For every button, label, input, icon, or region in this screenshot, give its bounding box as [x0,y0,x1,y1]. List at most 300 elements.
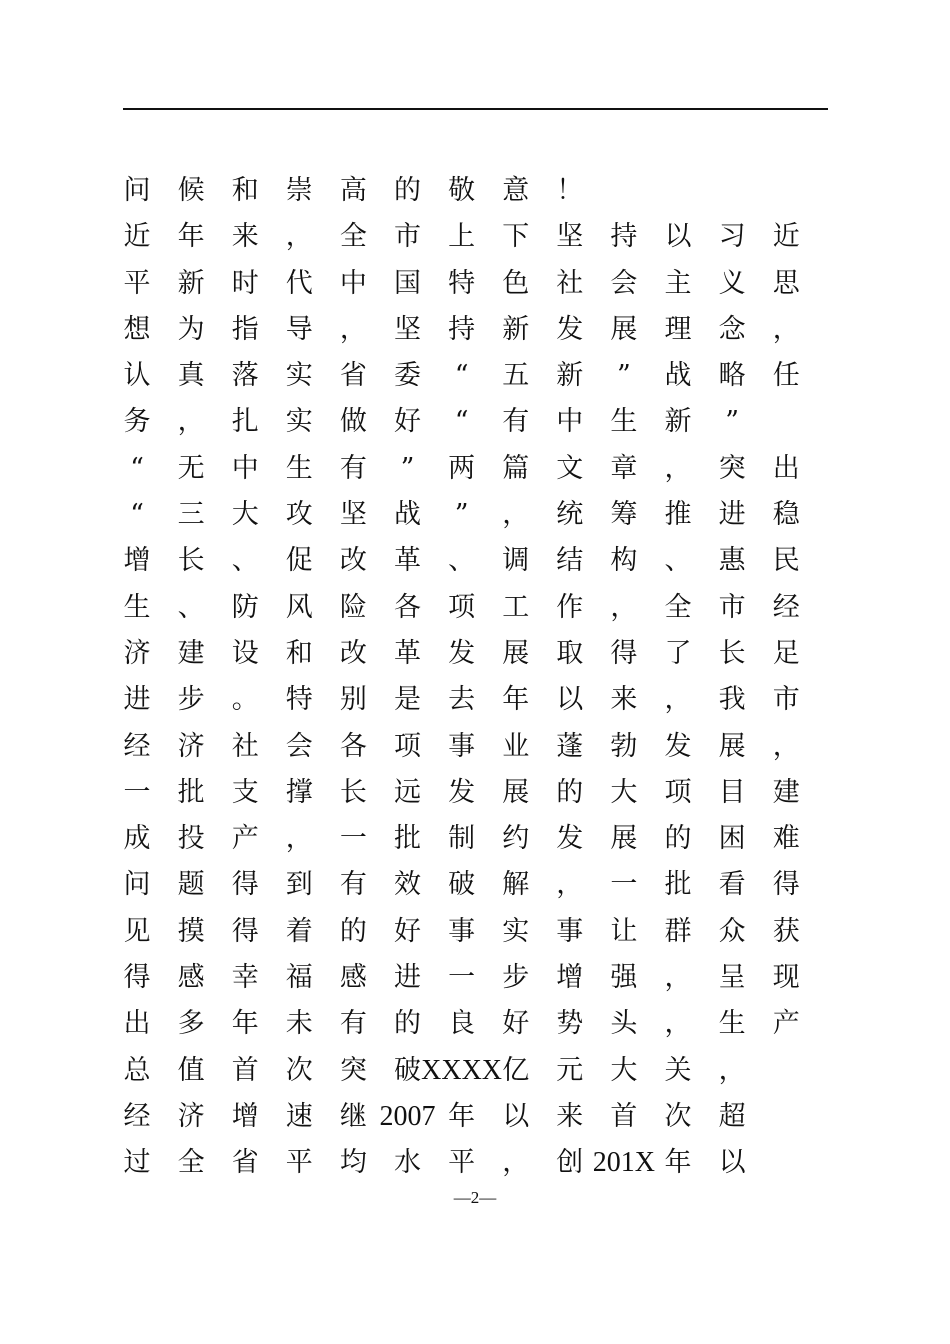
text-char: 生 [610,406,638,438]
text-char: 省 [231,1147,259,1179]
text-char: “ [130,452,144,484]
body-text [0,168,950,1187]
text-char: 、 [231,545,259,577]
text-char: 有 [339,1008,367,1040]
text-char: “ [454,360,469,392]
text-char: 敬 [448,175,476,206]
text-char: 国 [394,267,421,299]
text-char: 坚 [339,499,367,531]
text-char: 摸 [177,915,205,947]
text-char: 题 [177,869,205,901]
text-char: 业 [502,730,530,762]
text-char: 生 [285,452,313,484]
text-char: 经 [772,591,800,623]
text-line [0,770,950,816]
text-char: 、 [448,545,476,577]
text-char: 战 [394,499,421,531]
text-char: 产 [231,823,259,855]
text-char: 济 [177,730,205,762]
text-char: “ [130,499,144,531]
text-char: 看 [718,869,746,901]
text-char: 进 [123,684,151,716]
text-char: ， [664,452,692,484]
text-char: 统 [556,499,584,531]
text-char: 年 [177,221,205,253]
text-char: 认 [123,360,151,392]
text-char: 、 [177,591,205,623]
text-char: 产 [772,1008,800,1040]
text-char: 特 [285,684,313,716]
text-char: ， [502,499,530,531]
text-char: 指 [231,313,259,345]
text-char: 出 [772,452,800,484]
text-char: 一 [339,823,367,855]
text-char: 长 [339,776,367,808]
text-line [0,168,950,214]
text-line [0,492,950,538]
text-char: 众 [718,915,746,947]
text-char: 撑 [285,776,313,808]
text-char: 批 [664,869,692,901]
text-char: 发 [448,637,476,669]
text-char: 大 [231,499,259,531]
text-char: 我 [718,684,746,716]
text-line [0,307,950,353]
text-char: 各 [339,730,367,762]
text-char: 总 [123,1054,151,1086]
text-char: 步 [177,684,205,716]
text-char: 批 [177,776,205,808]
text-char: 平 [123,267,151,299]
text-char: 良 [448,1008,476,1040]
text-char: 两 [448,452,476,484]
text-line [0,261,950,307]
text-char: 见 [123,915,151,947]
text-char: 展 [502,776,530,808]
text-char: 出 [123,1008,151,1040]
text-char: 困 [718,823,746,855]
text-char: 得 [772,869,800,901]
text-char: 中 [231,452,259,484]
text-char: 为 [177,313,205,345]
text-char: 问 [123,869,151,901]
text-char: 让 [610,915,638,947]
text-char: 目 [718,776,746,808]
text-char: 义 [718,267,746,299]
text-char: 以 [502,1100,530,1132]
text-char: ， [610,591,638,623]
text-char: 战 [664,360,692,392]
text-char: 年 [448,1100,476,1132]
text-char: 省 [339,360,367,392]
text-char: ” [454,499,469,531]
text-char: 思 [772,267,800,299]
text-char: 各 [394,591,421,623]
text-char: 步 [502,962,530,994]
text-char: 崇 [285,175,313,206]
text-char: 进 [718,499,746,531]
text-char: 近 [772,221,800,253]
text-char: 来 [231,221,259,253]
text-char: 发 [448,776,476,808]
text-char: ， [339,313,367,345]
text-line [0,677,950,723]
text-char: 新 [664,406,692,438]
text-char: 次 [285,1054,313,1086]
text-char: 获 [772,915,800,947]
text-char: 实 [285,406,313,438]
text-char: 破 [448,869,476,901]
text-char: 均 [339,1147,367,1179]
text-char: 生 [123,591,151,623]
text-line [0,214,950,260]
text-char: 投 [177,823,205,855]
text-char: 水 [394,1147,421,1179]
text-char: 设 [231,637,259,669]
text-char: 问 [123,175,151,206]
text-char: 难 [772,823,800,855]
text-char: ， [502,1147,530,1179]
text-char: 头 [610,1008,638,1040]
text-char: 强 [610,962,638,994]
text-char: 发 [556,313,584,345]
text-char: 感 [339,962,367,994]
text-char: 平 [285,1147,313,1179]
header-rule [123,108,828,110]
text-char: 革 [394,545,421,577]
text-char: 约 [502,823,530,855]
text-char: 继 [339,1100,367,1132]
text-char: 一 [123,776,151,808]
text-char: 长 [177,545,205,577]
text-line [0,724,950,770]
text-char: 元 [556,1054,584,1086]
text-char: 是 [394,684,421,716]
text-char: 色 [502,267,530,299]
text-char: 到 [285,869,313,901]
text-char: 支 [231,776,259,808]
text-char: 群 [664,915,692,947]
text-char: 好 [394,915,421,947]
text-char: 大 [610,1054,638,1086]
text-char: 事 [448,915,476,947]
text-char: 主 [664,267,692,299]
text-char: 项 [394,730,421,762]
text-char: 一 [610,869,638,901]
text-char: 关 [664,1054,692,1086]
text-char: 201X [592,1147,655,1179]
text-line [0,1140,950,1186]
text-char: 代 [285,267,313,299]
text-char: 促 [285,545,313,577]
text-char: 来 [610,684,638,716]
text-char: 取 [556,637,584,669]
text-char: ！ [556,175,584,206]
text-char: 勃 [610,730,638,762]
text-char: 呈 [718,962,746,994]
text-line [0,446,950,492]
text-char: 感 [177,962,205,994]
text-char: 解 [502,869,530,901]
text-char: 近 [123,221,151,253]
text-char: 工 [502,591,530,623]
text-char: 候 [177,175,205,206]
page-number: —2— [453,1188,497,1207]
text-char: 务 [123,406,151,438]
text-char: XXXX [421,1054,503,1086]
text-char: 突 [718,452,746,484]
text-char: 社 [231,730,259,762]
text-char: 念 [718,313,746,345]
text-char: 惠 [718,545,746,577]
text-char: ， [664,684,692,716]
text-char: 全 [339,221,367,253]
text-char: ” [725,406,739,438]
text-char: 的 [394,175,421,206]
text-char: 发 [556,823,584,855]
text-char: 首 [231,1054,259,1086]
text-char: 社 [556,267,584,299]
text-char: 全 [664,591,692,623]
text-line [0,1094,950,1140]
text-char: ， [718,1054,746,1086]
text-char: 展 [610,313,638,345]
text-char: ， [556,869,584,901]
text-char: 增 [123,545,151,577]
text-char: 无 [177,452,205,484]
text-char: 以 [718,1147,746,1179]
text-char: 建 [177,637,205,669]
text-char: 突 [339,1054,367,1086]
text-char: 效 [394,869,421,901]
text-char: 作 [556,591,584,623]
text-char: 年 [502,684,530,716]
text-char: 民 [772,545,800,577]
text-char: 平 [448,1147,476,1179]
text-char: 过 [123,1147,151,1179]
text-char: 推 [664,499,692,531]
text-char: 市 [772,684,800,716]
text-char: 建 [772,776,800,808]
text-char: 文 [556,452,584,484]
text-char: 得 [123,962,151,994]
text-char: 实 [502,915,530,947]
text-char: ， [285,221,313,253]
text-char: 真 [177,360,205,392]
text-char: 革 [394,637,421,669]
text-char: 批 [394,823,421,855]
text-char: 持 [448,313,476,345]
text-char: 和 [231,175,259,206]
text-char: 稳 [772,499,800,531]
text-char: 展 [610,823,638,855]
text-char: 幸 [231,962,259,994]
text-line [0,955,950,1001]
text-char: 值 [177,1054,205,1086]
text-char: 坚 [556,221,584,253]
text-char: 时 [231,267,259,299]
text-char: 落 [231,360,259,392]
text-char: 好 [394,406,421,438]
text-char: 中 [339,267,367,299]
text-char: ” [400,452,415,484]
text-char: 会 [610,267,638,299]
text-char: 生 [718,1008,746,1040]
text-char: 势 [556,1008,584,1040]
text-char: “ [454,406,469,438]
text-char: ， [772,313,800,345]
text-char: 年 [664,1147,692,1179]
text-char: 增 [556,962,584,994]
text-char: 成 [123,823,151,855]
text-line [0,399,950,445]
text-char: 得 [231,915,259,947]
text-char: 上 [448,221,476,253]
text-char: 的 [394,1008,421,1040]
text-char: 去 [448,684,476,716]
text-char: 以 [556,684,584,716]
text-char: 结 [556,545,584,577]
text-char: ， [772,730,800,762]
text-char: 委 [394,360,421,392]
text-char: 、 [664,545,692,577]
text-char: 进 [394,962,421,994]
text-char: 市 [394,221,421,253]
text-char: 新 [177,267,205,299]
text-line [0,1001,950,1047]
text-char: 险 [339,591,367,623]
text-char: 发 [664,730,692,762]
text-char: 新 [556,360,584,392]
text-char: 好 [502,1008,530,1040]
text-char: 的 [556,776,584,808]
text-char: 持 [610,221,638,253]
text-char: 三 [177,499,205,531]
text-char: 。 [231,684,259,716]
text-char: 章 [610,452,638,484]
text-char: 项 [448,591,476,623]
text-char: 攻 [285,499,313,531]
text-char: 以 [664,221,692,253]
text-char: 超 [718,1100,746,1132]
text-char: 的 [339,915,367,947]
text-char: ， [664,962,692,994]
text-char: 了 [664,637,692,669]
text-char: 亿 [502,1054,530,1086]
text-char: 多 [177,1008,205,1040]
text-char: ， [285,823,313,855]
text-char: 略 [718,360,746,392]
text-line [0,816,950,862]
text-char: 着 [285,915,313,947]
text-char: 来 [556,1100,584,1132]
text-line [0,538,950,584]
text-char: 筹 [610,499,638,531]
text-char: 篇 [502,452,530,484]
text-char: 有 [502,406,530,438]
text-char: 实 [285,360,313,392]
text-char: 全 [177,1147,205,1179]
text-char: 导 [285,313,313,345]
text-char: 增 [231,1100,259,1132]
text-char: 特 [448,267,476,299]
text-char: 速 [285,1100,313,1132]
text-line [0,1048,950,1094]
text-char: ， [664,1008,692,1040]
text-line [0,353,950,399]
text-char: 年 [231,1008,259,1040]
text-char: 意 [502,175,530,206]
text-char: 大 [610,776,638,808]
text-char: 破 [394,1054,421,1086]
text-char: 下 [502,221,530,253]
text-char: 做 [339,406,367,438]
text-char: 理 [664,313,692,345]
text-char: 五 [502,360,530,392]
text-char: 别 [339,684,367,716]
text-char: 远 [394,776,421,808]
text-char: 创 [556,1147,584,1179]
text-char: 改 [339,545,367,577]
text-char: 足 [772,637,800,669]
text-char: 2007 [379,1100,436,1132]
text-char: 有 [339,452,367,484]
text-char: 经 [123,730,151,762]
text-char: 构 [610,545,638,577]
text-char: 改 [339,637,367,669]
text-char: 调 [502,545,530,577]
text-char: 事 [448,730,476,762]
text-char: 得 [231,869,259,901]
text-char: ， [177,406,205,438]
text-char: 得 [610,637,638,669]
text-char: 蓬 [556,730,584,762]
text-char: 市 [718,591,746,623]
text-char: 福 [285,962,313,994]
text-char: 想 [123,313,151,345]
text-char: 有 [339,869,367,901]
text-char: 防 [231,591,259,623]
text-char: 首 [610,1100,638,1132]
text-char: 事 [556,915,584,947]
text-char: 济 [123,637,151,669]
text-char: 新 [502,313,530,345]
text-char: 习 [718,221,746,253]
text-char: 扎 [231,406,259,438]
text-line [0,631,950,677]
text-char: 展 [502,637,530,669]
text-char: 项 [664,776,692,808]
text-char: 长 [718,637,746,669]
text-char: 风 [285,591,313,623]
text-char: 现 [772,962,800,994]
text-char: 的 [664,823,692,855]
text-char: 展 [718,730,746,762]
text-char: 高 [339,175,367,206]
text-char: 任 [772,360,800,392]
text-line [0,909,950,955]
text-char: 次 [664,1100,692,1132]
text-char: 中 [556,406,584,438]
text-char: 济 [177,1100,205,1132]
text-line [0,585,950,631]
text-char: 制 [448,823,476,855]
text-char: 未 [285,1008,313,1040]
text-char: ” [616,360,631,392]
text-char: 一 [448,962,476,994]
text-char: 坚 [394,313,421,345]
text-line [0,862,950,908]
